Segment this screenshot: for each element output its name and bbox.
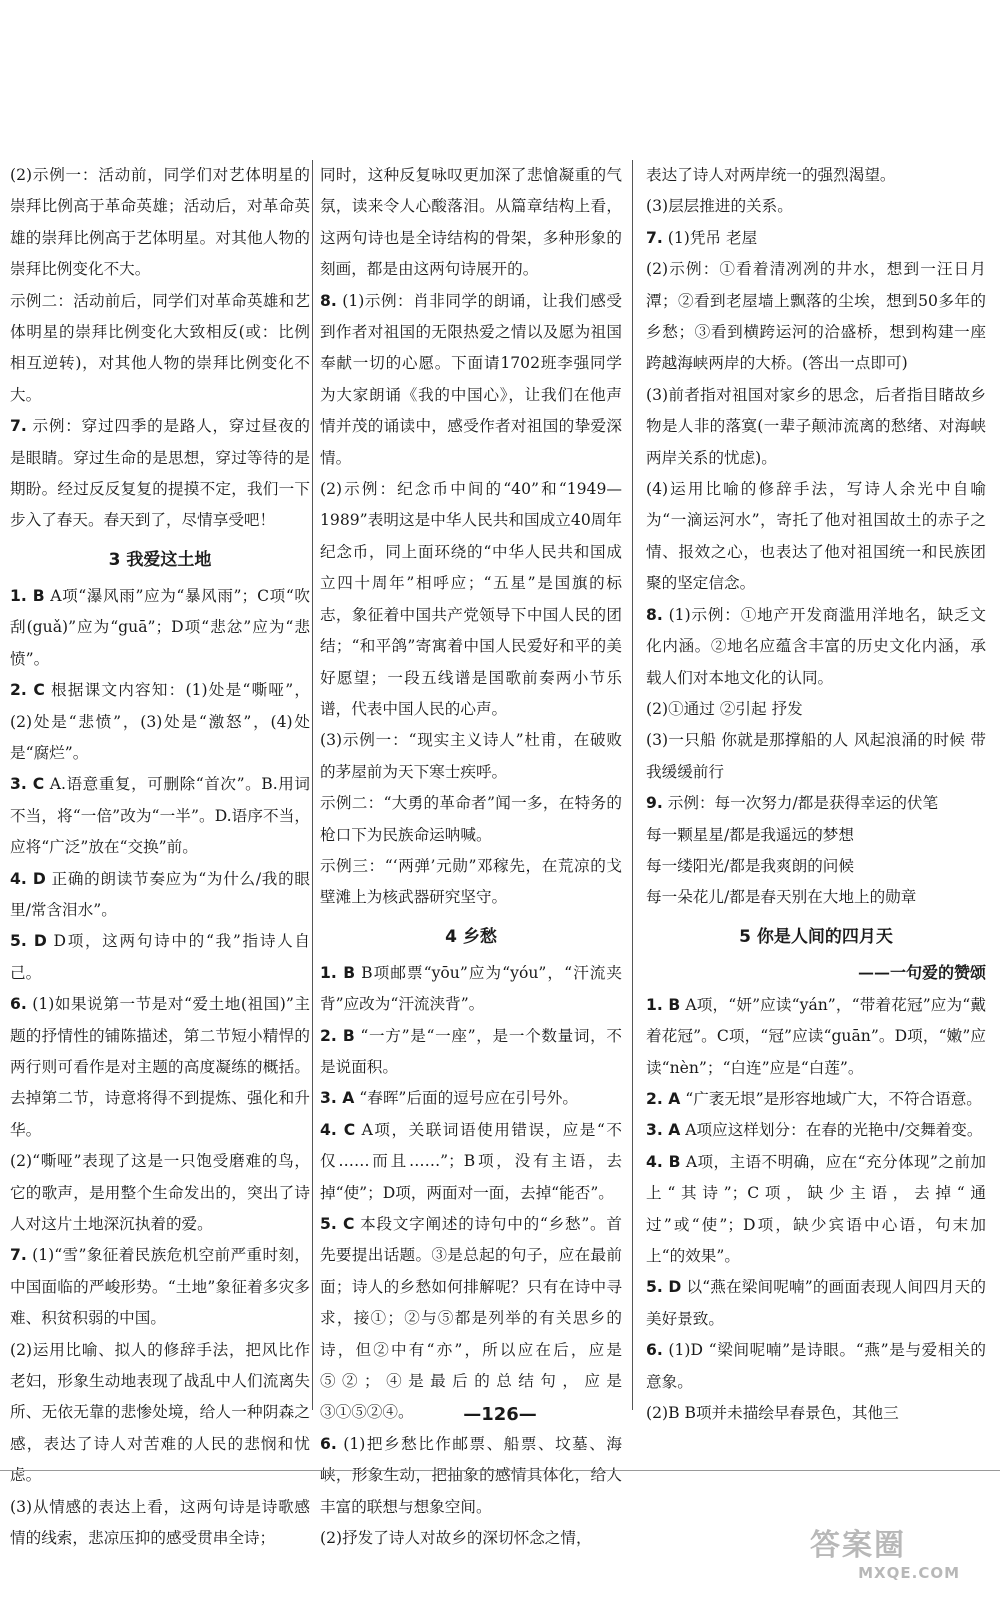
answer-text: 每一朵花儿/都是春天别在大地上的勋章 [646,888,917,907]
answer-text: (3)一只船 你就是那撑船的人 风起浪涌的时候 带我缓缓前行 [646,731,986,781]
answer-text: (1)凭吊 老屋 [667,228,758,247]
answer-number: 1. B [320,963,356,982]
answer-paragraph [10,989,310,1146]
answer-text: (2)示例：①看着清冽冽的井水，想到一汪日月潭；②看到老屋墙上飘落的尘埃，想到50多年的乡愁；③看到横跨运河的洽盛桥，想到构建一座跨越海峡两岸的大桥。(答出一点即可) [646,260,986,373]
answer-text: A项，主语不明确，应在“充分体现”之前加上“其诗”；C项，缺少主语，去掉“通过”或“使”；D项，缺少宾语中心语，句末加上“的效果”。 [646,1152,986,1265]
answer-paragraph [646,851,986,882]
answer-number: 6. [10,995,27,1014]
answer-paragraph [646,254,986,380]
answer-number: 3. C [10,775,45,794]
answer-text: 示例二：活动前后，同学们对革命英雄和艺体明星的崇拜比例变化大致相反(或：比例相互逆转)，对其他人物的崇拜比例变化不大。 [10,291,310,404]
answer-paragraph [646,1115,986,1146]
answer-text: 示例：每一次努力/都是获得幸运的伏笔 [667,794,939,813]
answer-number: 1. B [646,995,681,1014]
answer-text: (4)运用比喻的修辞手法，写诗人余光中自喻为“一滴运河水”，寄托了他对祖国故土的赤子之情、报效之心，也表达了他对祖国统一和民族团聚的坚定信念。 [646,480,986,593]
answer-text: (2)运用比喻、拟人的修辞手法，把风比作老妇，形象生动地表现了战乱中人们流离失所、无依无靠的悲惨处境，给人一种阴森之感，表达了诗人对苦难的人民的悲悯和忧虑。 [10,1340,310,1485]
answer-text: (3)层层推进的关系。 [646,197,793,216]
answer-number: 9. [646,794,663,813]
answer-text: 每一颗星星/都是我遥远的梦想 [646,825,854,844]
answer-paragraph [646,1084,986,1115]
section-heading: 5 你是人间的四月天 [739,926,893,947]
answer-text: (2)“嘶哑”表现了这是一只饱受磨难的鸟，它的歌声，是用整个生命发出的，突出了诗人对这片土地深沉执着的爱。 [10,1152,310,1233]
answer-text: 本段文字阐述的诗句中的“乡愁”。首先要提出话题。③是总起的句子，应在最前面；诗人的乡愁如何排解呢？只有在诗中寻求，接①；②与⑤都是列举的有关思乡的诗，但②中有“亦”，所以应在后，应是⑤②；④是最后的总结句，应是③①⑤②④。 [320,1215,622,1422]
answer-paragraph [646,380,986,474]
answer-number: 3. A [320,1089,355,1108]
answer-text: A项，“妍”应读“yán”，“带着花冠”应为“戴着花冠”。C项，“冠”应读“guān”。D项，“嫩”应读“nèn”；“白连”应是“白莲”。 [646,995,986,1077]
answer-number: 7. [10,1246,27,1265]
answer-text: (1)D “梁间呢喃”是诗眼。“燕”是与爱相关的意象。 [646,1341,986,1391]
column-divider [312,160,313,1410]
answer-text: (3)从情感的表达上看，这两句诗是诗歌感情的线索，悲凉压抑的感受贯串全诗； [10,1497,310,1548]
answer-text: (2)示例一：活动前，同学们对艺体明星的崇拜比例高于革命英雄；活动后，对革命英雄的崇拜比例高于艺体明星。对其他人物的崇拜比例变化不大。 [10,166,310,279]
answer-text: 示例二：“大勇的革命者”闻一多，在特务的枪口下为民族命运呐喊。 [320,794,622,844]
answer-paragraph [646,694,986,725]
answer-number: 3. A [646,1121,681,1140]
answer-paragraph [10,581,310,675]
answer-number: 2. A [646,1089,681,1108]
answer-text: (3)示例一：“现实主义诗人”杜甫，在破败的茅屋前为天下寒士疾呼。 [320,731,622,781]
footer-rule [0,1470,1000,1471]
answer-paragraph [10,411,310,537]
answer-paragraph [10,286,310,412]
answer-paragraph [646,788,986,819]
answer-number: 6. [646,1341,663,1360]
answer-number: 8. [646,605,663,624]
answer-paragraph [10,1146,310,1240]
answer-paragraph [10,926,310,989]
answer-number: 5. D [646,1278,682,1297]
answer-number: 7. [646,228,663,247]
answer-text: (2)示例：纪念币中间的“40”和“1949—1989”表明这是中华人民共和国成立40周年纪念币，同上面环绕的“中华人民共和国成立四十周年”相呼应；“五星”是国旗的标志，象征着中国共产党领导下中国人民的团结；“和平鸽”寄寓着中国人民爱好和平的美好愿望；一段五线谱是国歌前奏两小节乐谱，代表中国人民的心声。 [320,480,622,718]
column-divider [632,160,633,1410]
answer-paragraph [646,191,986,222]
answer-paragraph [320,1083,622,1114]
answer-paragraph [10,864,310,927]
answer-text: (2)①通过 ②引起 抒发 [646,699,803,718]
answer-number: 5. C [320,1215,355,1233]
answer-paragraph [320,286,622,474]
section-heading: 4 乡愁 [445,926,497,947]
answer-number: 1. B [10,586,45,605]
answer-text: 以“燕在梁间呢喃”的画面表现人间四月天的美好景致。 [646,1278,986,1328]
answer-paragraph [320,725,622,788]
answer-paragraph [320,1209,622,1429]
watermark-logo [810,1520,960,1580]
answer-text: (1)“雪”象征着民族危机空前严重时刻，中国面临的严峻形势。“土地”象征着多灾多难、积贫积弱的中国。 [10,1246,310,1328]
answer-paragraph [320,1021,622,1084]
answer-text: 示例三：“‘两弹’元勋”邓稼先，在荒凉的戈壁滩上为核武器研究坚守。 [320,856,622,907]
answer-paragraph [320,788,622,851]
answer-text: A项应这样划分：在春的光艳中/交舞着变。 [685,1121,983,1140]
answer-paragraph [646,600,986,694]
section-subheading: ——一句爱的赞颂 [857,962,986,982]
answer-paragraph [320,958,622,1021]
answer-number: 4. B [646,1152,681,1171]
answer-text: 正确的朗读节奏应为“为什么/我的眼里/常含泪水”。 [10,869,310,919]
answer-number: 4. D [10,869,46,888]
answer-text: (3)前者指对祖国对家乡的思念，后者指目睹故乡物是人非的落寞(一辈子颠沛流离的愁绪、对海峡两岸关系的忧虑)。 [646,385,986,467]
answer-number: 2. C [10,681,45,700]
answer-text: 示例：穿过四季的是路人，穿过昼夜的是眼睛。穿过生命的是思想，穿过等待的是期盼。经过反反复复的提摸不定，我们一下步入了春天。春天到了，尽情享受吧！ [10,417,310,530]
answer-text: (2)抒发了诗人对故乡的深切怀念之情， [320,1529,592,1548]
answer-text: (1)示例：①地产开发商滥用洋地名，缺乏文化内涵。②地名应蕴含丰富的历史文化内涵，承载人们对本地文化的认同。 [646,605,986,687]
answer-text: “广袤无垠”是形容地域广大，不符合语意。 [685,1089,982,1108]
answer-column-middle [320,160,622,1554]
answer-text: A.语意重复，可删除“首次”。B.用词不当，将“一倍”改为“一半”。D.语序不当，应将“广泛”放在“交换”前。 [10,775,310,857]
answer-paragraph [10,1492,310,1555]
answer-paragraph [646,882,986,913]
answer-text: (1)把乡愁比作邮票、船票、坟墓、海峡，形象生动，把抽象的感情具体化，给人丰富的联想与想象空间。 [320,1434,622,1516]
answer-paragraph [646,820,986,851]
section-heading: 3 我爱这土地 [108,549,212,570]
answer-paragraph [320,1115,622,1209]
answer-number: 5. D [10,932,47,951]
answer-text: 根据课文内容知：(1)处是“嘶哑”，(2)处是“悲愤”，(3)处是“激怒”，(4)处是“腐烂”。 [10,681,310,762]
answer-number: 7. [10,417,27,436]
answer-text: “一方”是“一座”，是一个数量词，不是说面积。 [320,1026,623,1076]
answer-number: 6. [320,1434,337,1453]
answer-paragraph [646,1272,986,1335]
watermark-url: MXQE.COM [858,1564,960,1582]
answer-text: A项，关联词语使用错误，应是“不仅……而且……”；B项，没有主语，去掉“使”；D项，两面对一面，去掉“能否”。 [320,1120,622,1202]
answer-column-right [646,160,986,1429]
answer-text: D项，这两句诗中的“我”指诗人自己。 [10,932,310,982]
answer-text: A项“瀑风雨”应为“暴风雨”；C项“吹刮(guǎ)”应为“guā”；D项“悲忿”应为“悲愤”。 [10,586,310,668]
answer-paragraph [320,160,622,286]
watermark-logo-text: 答案圈 [810,1528,906,1563]
answer-paragraph [320,851,622,914]
answer-paragraph [646,223,986,254]
answer-paragraph [10,1240,310,1334]
answer-column-left [0,160,310,1554]
answer-number: 4. C [320,1120,356,1139]
answer-text: B项邮票“yōu”应为“yóu”，“汗流夹背”应改为“汗流浃背”。 [320,963,622,1014]
answer-text: 每一缕阳光/都是我爽朗的问候 [646,856,854,875]
answer-paragraph [10,675,310,769]
answer-paragraph [320,1523,622,1554]
answer-paragraph [646,1335,986,1398]
answer-paragraph [646,725,986,788]
answer-number: 2. B [320,1026,355,1045]
answer-paragraph [646,990,986,1084]
answer-paragraph [646,160,986,191]
answer-paragraph [646,474,986,600]
answer-paragraph [10,769,310,863]
answer-text: (1)如果说第一节是对“爱土地(祖国)”主题的抒情性的铺陈描述，第二节短小精悍的两行则可看作是对主题的高度凝练的概括。去掉第二节，诗意将得不到提炼、强化和升华。 [10,995,310,1139]
answer-text: 同时，这种反复咏叹更加深了悲愴凝重的气氛，读来令人心酸落泪。从篇章结构上看，这两句诗也是全诗结构的骨架，多种形象的刻画，都是由这两句诗展开的。 [320,166,622,279]
answer-number: 8. [320,291,337,310]
answer-paragraph [646,1147,986,1273]
answer-paragraph [320,1429,622,1523]
answer-paragraph [10,160,310,286]
answer-paragraph [320,474,622,725]
answer-text: 表达了诗人对两岸统一的强烈渴望。 [646,166,896,184]
answer-text: (2)B B项并未描绘早春景色，其他三 [646,1404,899,1423]
answer-text: “春晖”后面的逗号应在引号外。 [359,1089,578,1108]
page-number: —126— [463,1404,537,1425]
answer-text: (1)示例：肖非同学的朗诵，让我们感受到作者对祖国的无限热爱之情以及愿为祖国奉献一切的心愿。下面请1702班李强同学为大家朗诵《我的中国心》，让我们在他声情并茂的诵读中，感受作者对祖国的挚爱深情。 [320,291,622,467]
